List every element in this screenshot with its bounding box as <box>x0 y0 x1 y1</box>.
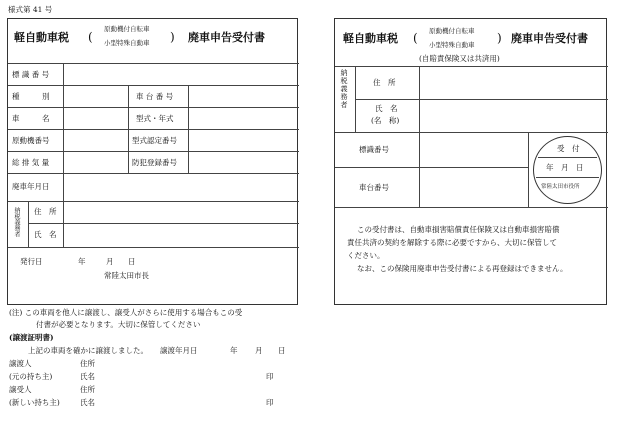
label-chassis: 車 台 番 号 <box>136 92 174 101</box>
left-paren-close: ) <box>170 30 175 44</box>
new-owner-label: (新しい持ち主) <box>9 398 60 407</box>
transfer-day: 日 <box>278 346 286 355</box>
right-chassis-label: 車台番号 <box>359 183 389 192</box>
transfer-text: 上記の車両を確かに譲渡しました。 <box>28 346 148 355</box>
issue-day: 日 <box>128 257 136 266</box>
label-model-year: 型式・年式 <box>136 114 174 123</box>
label-engine: 原動機番号 <box>12 136 50 145</box>
right-paren-close: ) <box>497 31 502 45</box>
label-name: 車 名 <box>12 114 50 123</box>
right-address-label: 住 所 <box>373 78 396 87</box>
right-body-line-1: この受付書は、自動車損害賠償責任保険又は自動車損害賠償 <box>357 225 560 234</box>
label-model-cert: 型式認定番号 <box>132 136 177 145</box>
right-name-label: 氏 名 <box>375 104 398 113</box>
right-vehicle-type-1: 原動機付自転車 <box>429 27 475 35</box>
transferee-name-label: 氏名 <box>80 398 95 407</box>
issue-date-label: 発行日 <box>20 257 43 266</box>
transfer-month: 月 <box>255 346 263 355</box>
transferee-address-label: 住所 <box>80 385 95 394</box>
right-body-line-4: なお、この保険用廃車申告受付書による再登録はできません。 <box>357 264 568 273</box>
right-title-main: 軽自動車税 <box>343 32 398 45</box>
left-vehicle-type-1: 原動機付自転車 <box>104 25 150 33</box>
left-paren-open: ( <box>88 30 93 44</box>
label-person-name: 氏 名 <box>34 230 57 239</box>
right-body-line-3: ください。 <box>347 251 385 260</box>
label-address: 住 所 <box>34 207 57 216</box>
right-taxpayer-label: 納税義務者 <box>340 69 348 109</box>
label-plate: 標 識 番 号 <box>12 70 50 79</box>
transferee-label: 譲受人 <box>9 385 32 394</box>
transferor-label: 譲渡人 <box>9 359 32 368</box>
transferee-seal: 印 <box>266 398 274 407</box>
right-vehicle-type-2: 小型特殊自動車 <box>429 41 475 49</box>
label-theft: 防犯登録番号 <box>132 158 177 167</box>
transferor-name-label: 氏名 <box>80 372 95 381</box>
original-owner-label: (元の持ち主) <box>9 372 53 381</box>
right-plate-label: 標識番号 <box>359 145 389 154</box>
left-title-right: 廃車申告受付書 <box>188 31 265 44</box>
right-subtitle: (自賠責保険又は共済用) <box>419 54 500 63</box>
stamp-date-text: 年 月 日 <box>546 163 584 172</box>
stamp-top-text: 受 付 <box>557 144 580 153</box>
transfer-year: 年 <box>230 346 238 355</box>
left-form <box>7 18 298 305</box>
right-name-sub-label: (名 称) <box>371 116 400 125</box>
stamp-office-text: 常陸太田市役所 <box>541 184 580 190</box>
issue-year: 年 <box>78 257 86 266</box>
issue-month: 月 <box>106 257 114 266</box>
transferor-address-label: 住所 <box>80 359 95 368</box>
left-vehicle-type-2: 小型特殊自動車 <box>104 39 150 47</box>
right-paren-open: ( <box>413 31 418 45</box>
label-kind: 種 別 <box>12 92 50 101</box>
left-title-main: 軽自動車税 <box>14 31 69 44</box>
right-form <box>334 18 607 305</box>
transferor-seal: 印 <box>266 372 274 381</box>
issuer: 常陸太田市長 <box>104 271 149 280</box>
label-scrap-date: 廃車年月日 <box>12 182 50 191</box>
transfer-date-label: 譲渡年月日 <box>160 346 198 355</box>
right-title-right: 廃車申告受付書 <box>511 32 588 45</box>
right-body-line-2: 責任共済の契約を解除する際に必要ですから、大切に保管して <box>347 238 557 247</box>
reception-stamp <box>533 136 602 204</box>
form-number: 様式第 41 号 <box>8 5 53 14</box>
note-line-2: 付書が必要となります。大切に保管してください <box>36 320 201 329</box>
note-line-1: (注) この車両を他人に譲渡し、譲受人がさらに使用する場合もこの受 <box>9 308 243 317</box>
label-displacement: 総 排 気 量 <box>12 158 50 167</box>
label-taxpayer: 納税義務者 <box>13 207 20 237</box>
transfer-heading: (譲渡証明書) <box>9 333 54 342</box>
